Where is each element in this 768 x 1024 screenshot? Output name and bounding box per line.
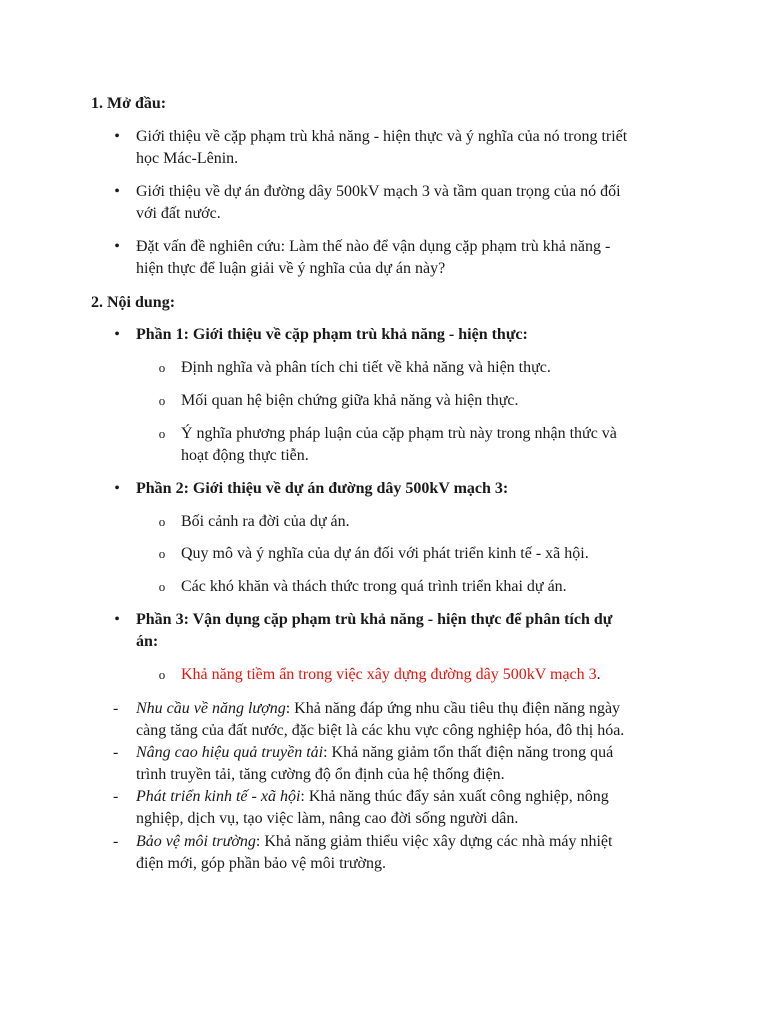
part-1-sub-3-line-2: hoạt động thực tiễn. xyxy=(181,447,309,464)
part-2-title: Phần 2: Giới thiệu về dự án đường dây 500kV mạch 3: xyxy=(136,480,509,497)
intro-item-2-line-2: với đất nước. xyxy=(136,205,221,222)
dash-item-2-text: : Khả năng giảm tổn thất điện năng trong quá xyxy=(323,744,614,761)
part-3-title-line-2: án: xyxy=(136,633,159,650)
circle-bullet-icon: o xyxy=(158,514,166,529)
dash-item-3-line-1 xyxy=(136,786,609,808)
part-3-sub-1-period: . xyxy=(596,666,601,683)
dash-item-3-text: : Khả năng thúc đẩy sản xuất công nghiệp, nông xyxy=(300,788,609,805)
circle-bullet-icon: o xyxy=(158,579,166,594)
part-3-sub-1-highlight: Khả năng tiềm ẩn trong việc xây dựng đường dây 500kV mạch 3 xyxy=(181,666,597,683)
part-1-sub-1: Định nghĩa và phân tích chi tiết về khả năng và hiện thực. xyxy=(181,359,551,376)
part-2-sub-1: Bối cảnh ra đời của dự án. xyxy=(181,513,350,530)
dash-item-4-line-2: điện mới, góp phần bảo vệ môi trường. xyxy=(136,855,386,872)
dash-item-3-term: Phát triển kinh tế - xã hội xyxy=(136,788,301,805)
dash-icon: - xyxy=(113,744,119,761)
part-3-sub-1 xyxy=(181,664,601,686)
bullet-icon: • xyxy=(114,128,120,145)
circle-bullet-icon: o xyxy=(158,426,166,441)
circle-bullet-icon: o xyxy=(158,360,166,375)
circle-bullet-icon: o xyxy=(158,546,166,561)
intro-item-3-line-1: Đặt vấn đề nghiên cứu: Làm thế nào để vận dụng cặp phạm trù khả năng - xyxy=(136,238,611,255)
intro-item-1-line-1: Giới thiệu về cặp phạm trù khả năng - hiện thực và ý nghĩa của nó trong triết xyxy=(136,128,628,145)
dash-icon: - xyxy=(113,833,119,850)
dash-item-4-text: : Khả năng giảm thiểu việc xây dựng các nhà máy nhiệt xyxy=(255,833,613,850)
dash-item-3-line-2: nghiệp, dịch vụ, tạo việc làm, nâng cao đời sống người dân. xyxy=(136,810,519,827)
part-1-sub-3-line-1: Ý nghĩa phương pháp luận của cặp phạm trù này trong nhận thức và xyxy=(181,425,617,442)
bullet-icon: • xyxy=(114,326,120,343)
dash-item-2-line-1 xyxy=(136,742,613,764)
dash-item-1-line-2: càng tăng của đất nước, đặc biệt là các khu vực công nghiệp hóa, đô thị hóa. xyxy=(136,722,625,739)
dash-item-1-term: Nhu cầu về năng lượng xyxy=(136,700,286,717)
part-2-sub-2: Quy mô và ý nghĩa của dự án đối với phát triển kinh tế - xã hội. xyxy=(181,545,589,562)
dash-item-2-term: Nâng cao hiệu quả truyền tải xyxy=(136,744,324,761)
intro-item-3-line-2: hiện thực để luận giải về ý nghĩa của dự án này? xyxy=(136,260,446,277)
dash-item-4-line-1 xyxy=(136,831,612,853)
part-3-title-line-1: Phần 3: Vận dụng cặp phạm trù khả năng - hiện thực để phân tích dự xyxy=(136,611,613,628)
intro-item-2-line-1: Giới thiệu về dự án đường dây 500kV mạch 3 và tầm quan trọng của nó đối xyxy=(136,183,621,200)
dash-item-1-line-1 xyxy=(136,698,620,720)
circle-bullet-icon: o xyxy=(158,393,166,408)
dash-icon: - xyxy=(113,788,119,805)
dash-item-2-line-2: trình truyền tải, tăng cường độ ổn định của hệ thống điện. xyxy=(136,766,505,783)
part-2-sub-3: Các khó khăn và thách thức trong quá trình triển khai dự án. xyxy=(181,578,567,595)
bullet-icon: • xyxy=(114,238,120,255)
circle-bullet-icon: o xyxy=(158,667,166,682)
part-1-title: Phần 1: Giới thiệu về cặp phạm trù khả năng - hiện thực: xyxy=(136,326,528,343)
bullet-icon: • xyxy=(114,611,120,628)
dash-item-4-term: Bảo vệ môi trường xyxy=(136,833,256,850)
bullet-icon: • xyxy=(114,480,120,497)
dash-icon: - xyxy=(113,700,119,717)
part-1-sub-2: Mối quan hệ biện chứng giữa khả năng và hiện thực. xyxy=(181,392,519,409)
dash-item-1-text: : Khả năng đáp ứng nhu cầu tiêu thụ điện năng ngày xyxy=(285,700,621,717)
section-2-heading: 2. Nội dung: xyxy=(91,294,176,311)
bullet-icon: • xyxy=(114,183,120,200)
section-1-heading: 1. Mở đầu: xyxy=(91,95,167,112)
intro-item-1-line-2: học Mác-Lênin. xyxy=(136,150,239,167)
